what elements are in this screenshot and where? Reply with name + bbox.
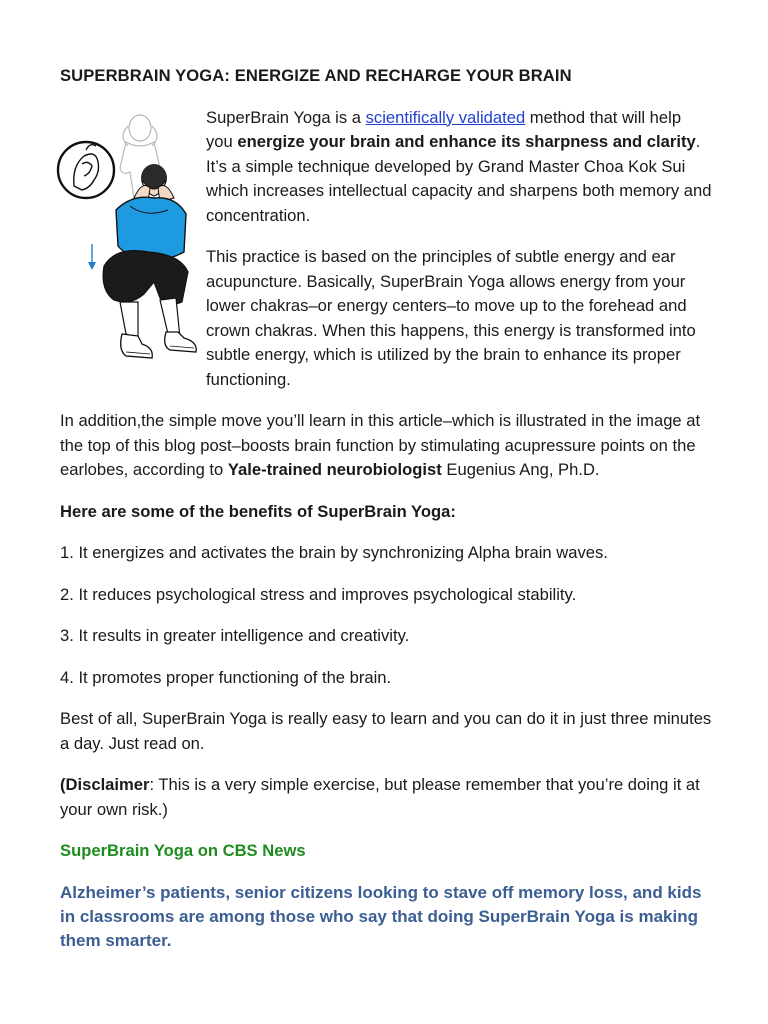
benefit-item: 1. It energizes and activates the brain by synchronizing Alpha brain waves. xyxy=(60,543,608,562)
intro-bold-text: energize your brain and enhance its sharpness and clarity xyxy=(237,132,696,151)
practice-paragraph: This practice is based on the principles of subtle energy and ear acupuncture. Basically, SuperBrain Yoga allows energy from your lower chakras–or energy centers–to move up to the forehead and crown chakras. When this happens, this energy is transformed into subtle energy, which is utilized by the brain to enhance its proper functioning. xyxy=(206,247,696,389)
disclaimer-label: (Disclaimer xyxy=(60,775,150,794)
disclaimer-paragraph xyxy=(60,773,712,822)
cbs-news-quote: Alzheimer’s patients, senior citizens looking to stave off memory loss, and kids in classrooms are among those who say that doing SuperBrain Yoga is making them smarter. xyxy=(60,882,702,950)
cbs-news-heading: SuperBrain Yoga on CBS News xyxy=(60,841,306,860)
closing-paragraph: Best of all, SuperBrain Yoga is really easy to learn and you can do it in just three minutes a day. Just read on. xyxy=(60,709,712,753)
scientifically-validated-link[interactable]: scientifically validated xyxy=(365,107,526,127)
benefit-item: 4. It promotes proper functioning of the brain. xyxy=(60,667,392,687)
benefit-item: 2. It reduces psychological stress and improves psychological stability. xyxy=(60,584,577,604)
addition-text-2: Eugenius Ang, Ph.D. xyxy=(441,460,600,479)
benefit-item: 3. It results in greater intelligence and creativity. xyxy=(60,626,410,645)
addition-text: In addition,the simple move you’ll learn in this article–which is illustrated in the image at the top of this blog post–boosts brain function by stimulating acupressure points on the earlobes, according to xyxy=(60,411,701,479)
addition-paragraph xyxy=(60,409,712,483)
disclaimer-text: : This is a very simple exercise, but please remember that you’re doing it at your own risk.) xyxy=(60,775,700,819)
benefits-heading xyxy=(60,500,712,525)
intro-text-2: method that will help you xyxy=(206,107,682,151)
squat-exercise-illustration xyxy=(56,106,200,378)
addition-bold-text: Yale-trained neurobiologist xyxy=(227,460,442,479)
article xyxy=(60,64,712,970)
benefits-heading-text: Here are some of the benefits of SuperBrain Yoga: xyxy=(60,501,456,521)
article-title: SUPERBRAIN YOGA: ENERGIZE AND RECHARGE YOUR BRAIN xyxy=(60,66,572,85)
intro-text-3: . It’s a simple technique developed by Grand Master Choa Kok Sui which increases intellectual capacity and sharpens both memory and concentration. xyxy=(206,132,712,225)
intro-text: SuperBrain Yoga is a xyxy=(206,107,366,127)
